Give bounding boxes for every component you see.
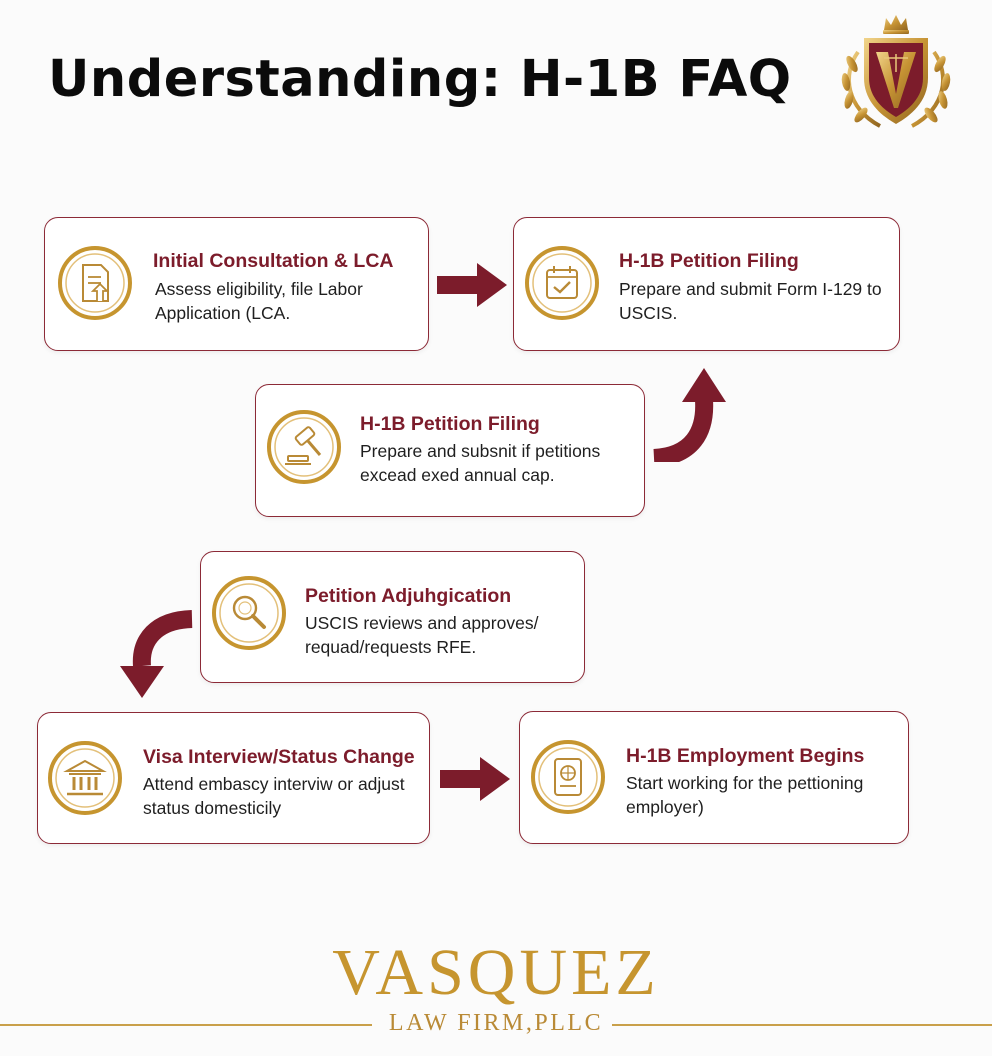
- courthouse-icon: [47, 740, 123, 816]
- step-card-employment-begins: [519, 711, 909, 844]
- page-title: Understanding: H-1B FAQ: [48, 50, 792, 109]
- law-firm-crest-logo: [828, 12, 964, 136]
- step-description: USCIS reviews and approves/ requad/requests RFE.: [305, 613, 539, 657]
- gavel-icon: [266, 409, 342, 485]
- step-description: Prepare and submit Form I-129 to USCIS.: [619, 279, 882, 323]
- step-description: Prepare and subsnit if petitions excead exed annual cap.: [360, 441, 601, 485]
- step-title: H-1B Petition Filing: [619, 250, 799, 272]
- footer-brand-subtitle: LAW FIRM,PLLC: [388, 1010, 604, 1036]
- passport-icon: [530, 739, 606, 815]
- step-title: H-1B Employment Begins: [626, 745, 865, 767]
- step-title: H-1B Petition Filing: [360, 413, 540, 435]
- step-title: Petition Adjuhgication: [305, 585, 512, 607]
- step-card-cap-filing: [255, 384, 645, 517]
- calendar-check-icon: [524, 245, 600, 321]
- document-upload-icon: [57, 245, 133, 321]
- step-description: Assess eligibility, file Labor Application (LCA.: [155, 279, 363, 323]
- step-title: Initial Consultation & LCA: [153, 250, 394, 272]
- footer-brand-name: VASQUEZ: [332, 936, 660, 1009]
- step-card-initial-consultation: [44, 217, 429, 351]
- step-description: Start working for the pettioning employer): [626, 773, 864, 817]
- step-description: Attend embascy interviw or adjust status domesticily: [143, 774, 405, 818]
- curved-arrow-down-icon: [116, 606, 196, 700]
- magnifier-icon: [211, 575, 287, 651]
- step-card-adjudication: [200, 551, 585, 683]
- arrow-right-icon: [437, 263, 509, 307]
- arrow-right-icon: [440, 757, 512, 801]
- step-card-visa-interview: [37, 712, 430, 844]
- step-card-petition-filing: [513, 217, 900, 351]
- curved-arrow-up-icon: [650, 366, 730, 462]
- step-title: Visa Interview/Status Change: [143, 746, 415, 768]
